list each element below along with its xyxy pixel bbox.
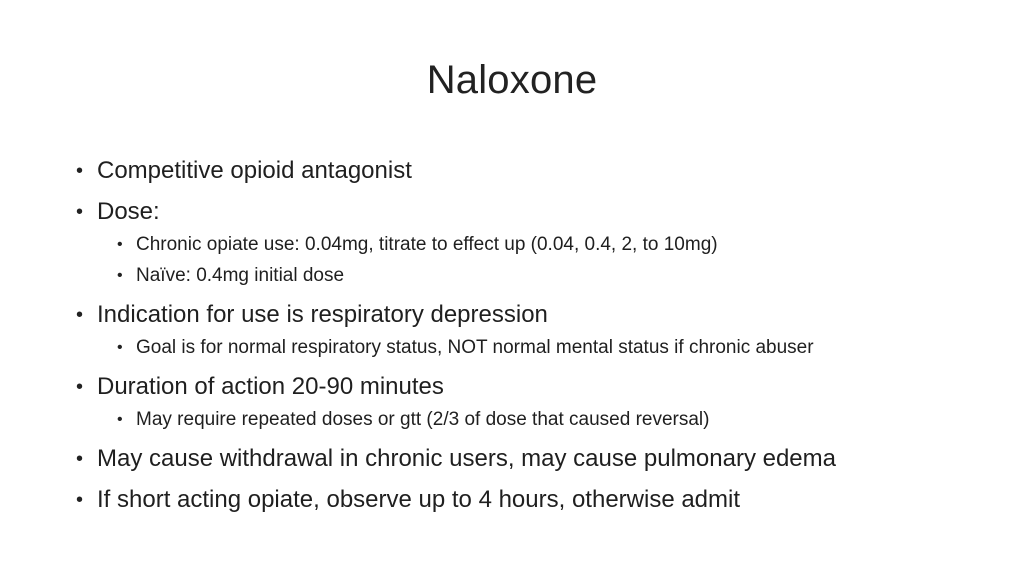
bullet-icon: • [117,411,123,428]
sub-bullet-text: Goal is for normal respiratory status, NOT normal mental status if chronic abuser [136,337,814,358]
slide-title: Naloxone [426,58,598,102]
bullet-list [76,152,976,515]
bullet-icon: • [76,376,84,398]
sub-bullet-item [76,232,976,258]
bullet-icon: • [117,236,123,253]
bullet-icon: • [76,160,84,182]
sub-bullet-item [76,407,976,433]
bullet-icon: • [117,339,123,356]
sub-bullet-text: Chronic opiate use: 0.04mg, titrate to effect up (0.04, 0.4, 2, to 10mg) [136,234,718,255]
bullet-item [76,300,976,330]
bullet-text: If short acting opiate, observe up to 4 hours, otherwise admit [97,486,741,513]
bullet-icon: • [76,304,84,326]
bullet-text: Duration of action 20-90 minutes [97,373,444,400]
bullet-item [76,485,976,515]
bullet-text: Indication for use is respiratory depression [97,301,548,328]
bullet-item [76,372,976,402]
sub-bullet-item [76,335,976,361]
bullet-text: May cause withdrawal in chronic users, may cause pulmonary edema [97,445,836,472]
bullet-text: Competitive opioid antagonist [97,157,412,184]
bullet-item [76,197,976,227]
bullet-item [76,156,976,186]
bullet-text: Dose: [97,198,160,225]
bullet-icon: • [76,448,84,470]
bullet-item [76,444,976,474]
sub-bullet-text: May require repeated doses or gtt (2/3 of dose that caused reversal) [136,409,710,430]
sub-bullet-text: Naïve: 0.4mg initial dose [136,265,345,286]
bullet-icon: • [76,489,84,511]
bullet-icon: • [117,267,123,284]
bullet-icon: • [76,201,84,223]
sub-bullet-item [76,263,976,289]
